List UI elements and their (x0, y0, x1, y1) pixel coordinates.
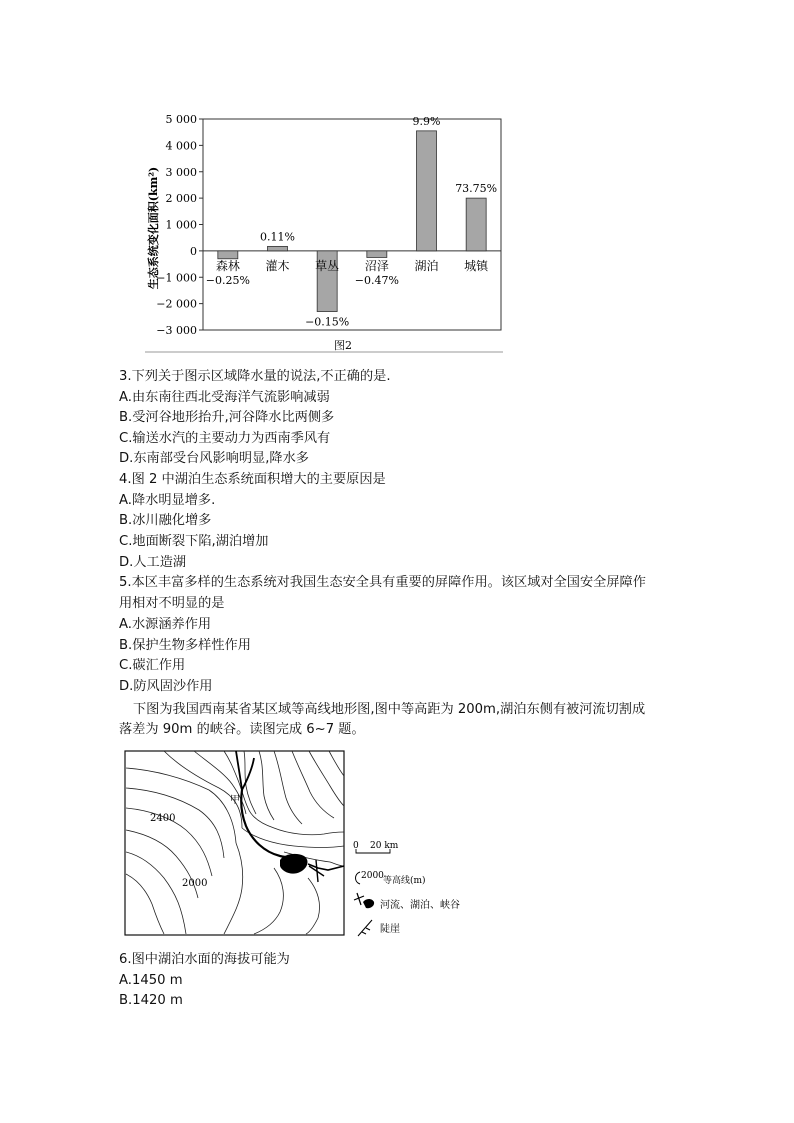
question-5: 5.本区丰富多样的生态系统对我国生态安全具有重要的屏障作用。该区域对全国安全屏障作 (119, 575, 646, 590)
data-label: 9.9% (412, 114, 441, 128)
category-label: 草丛 (315, 258, 340, 273)
category-label: 沼泽 (364, 258, 389, 273)
q3-option-c: C.输送水汽的主要动力为西南季风有 (119, 431, 331, 446)
q5-option-c: C.碳汇作用 (119, 658, 186, 673)
data-label: −0.47% (354, 273, 399, 287)
legend-river-label: 河流、湖泊、峡谷 (380, 900, 460, 911)
q5-option-a: A.水源涵养作用 (119, 617, 212, 632)
q3-option-b: B.受河谷地形抬升,河谷降水比两侧多 (119, 410, 335, 425)
y-tick-label: 2 000 (165, 192, 197, 206)
q3-option-d: D.东南部受台风影响明显,降水多 (119, 451, 309, 466)
y-axis-title: 生态系统变化面积(km²) (147, 166, 160, 290)
intro-line-1: 下图为我国西南某省某区域等高线地形图,图中等高距为 200m,湖泊东侧有被河流切割成 (133, 702, 646, 717)
category-label: 城镇 (464, 258, 489, 273)
category-label: 森林 (215, 258, 240, 273)
data-label: −0.15% (305, 315, 350, 329)
y-tick-label: −2 000 (156, 297, 197, 311)
legend-contour-number: 2000 (361, 871, 384, 881)
category-label: 湖泊 (414, 258, 439, 273)
chart-caption: 图2 (334, 339, 352, 352)
y-tick-label: 5 000 (165, 113, 197, 126)
bar-3 (367, 251, 387, 258)
bar-0 (218, 251, 238, 259)
data-label: −0.25% (205, 273, 250, 287)
q3-option-a: A.由东南往西北受海洋气流影响减弱 (119, 390, 330, 405)
data-label: 73.75% (455, 182, 498, 196)
question-6: 6.图中湖泊水面的海拔可能为 (119, 952, 290, 967)
intro-line-2: 落差为 90m 的峡谷。读图完成 6~7 题。 (119, 722, 365, 737)
scale-20km: 20 km (370, 841, 399, 851)
q5-option-d: D.防风固沙作用 (119, 679, 213, 694)
plot-frame (203, 119, 501, 330)
legend-cliff-icon (358, 920, 372, 936)
y-tick-label: 1 000 (165, 218, 197, 232)
scale-zero: 0 (353, 841, 359, 851)
label-2000: 2000 (182, 878, 208, 889)
question-5-cont: 用相对不明显的是 (119, 596, 225, 611)
category-label: 灌木 (265, 258, 290, 273)
question-4: 4.图 2 中湖泊生态系统面积增大的主要原因是 (119, 472, 386, 487)
y-tick-label: 0 (190, 244, 197, 258)
question-3: 3.下列关于图示区域降水量的说法,不正确的是. (119, 369, 391, 384)
data-label: 0.11% (260, 230, 295, 244)
y-tick-label: −1 000 (156, 271, 197, 285)
map-frame (125, 751, 344, 935)
y-tick-label: −3 000 (156, 324, 197, 337)
bar-5 (466, 198, 486, 251)
bar-1 (268, 246, 288, 250)
q6-option-b: B.1420 m (119, 993, 183, 1008)
q4-option-c: C.地面断裂下陷,湖泊增加 (119, 534, 269, 549)
legend-contour-icon (356, 872, 361, 884)
y-tick-label: 4 000 (165, 139, 197, 153)
q4-option-a: A.降水明显增多. (119, 493, 216, 508)
label-2400: 2400 (150, 813, 176, 824)
y-tick-label: 3 000 (165, 165, 197, 179)
label-jia: 甲 (230, 795, 240, 806)
q4-option-d: D.人工造湖 (119, 555, 187, 570)
legend-contour-label: 等高线(m) (383, 876, 426, 886)
legend-lake-icon (363, 899, 374, 908)
legend-river-icon (354, 893, 364, 905)
contour-map (124, 748, 474, 938)
bar-4 (417, 131, 437, 251)
q4-option-b: B.冰川融化增多 (119, 513, 212, 528)
q6-option-a: A.1450 m (119, 973, 183, 988)
q5-option-b: B.保护生物多样性作用 (119, 638, 251, 653)
legend-cliff-label: 陡崖 (380, 924, 400, 935)
ecosystem-change-bar-chart (145, 112, 505, 354)
